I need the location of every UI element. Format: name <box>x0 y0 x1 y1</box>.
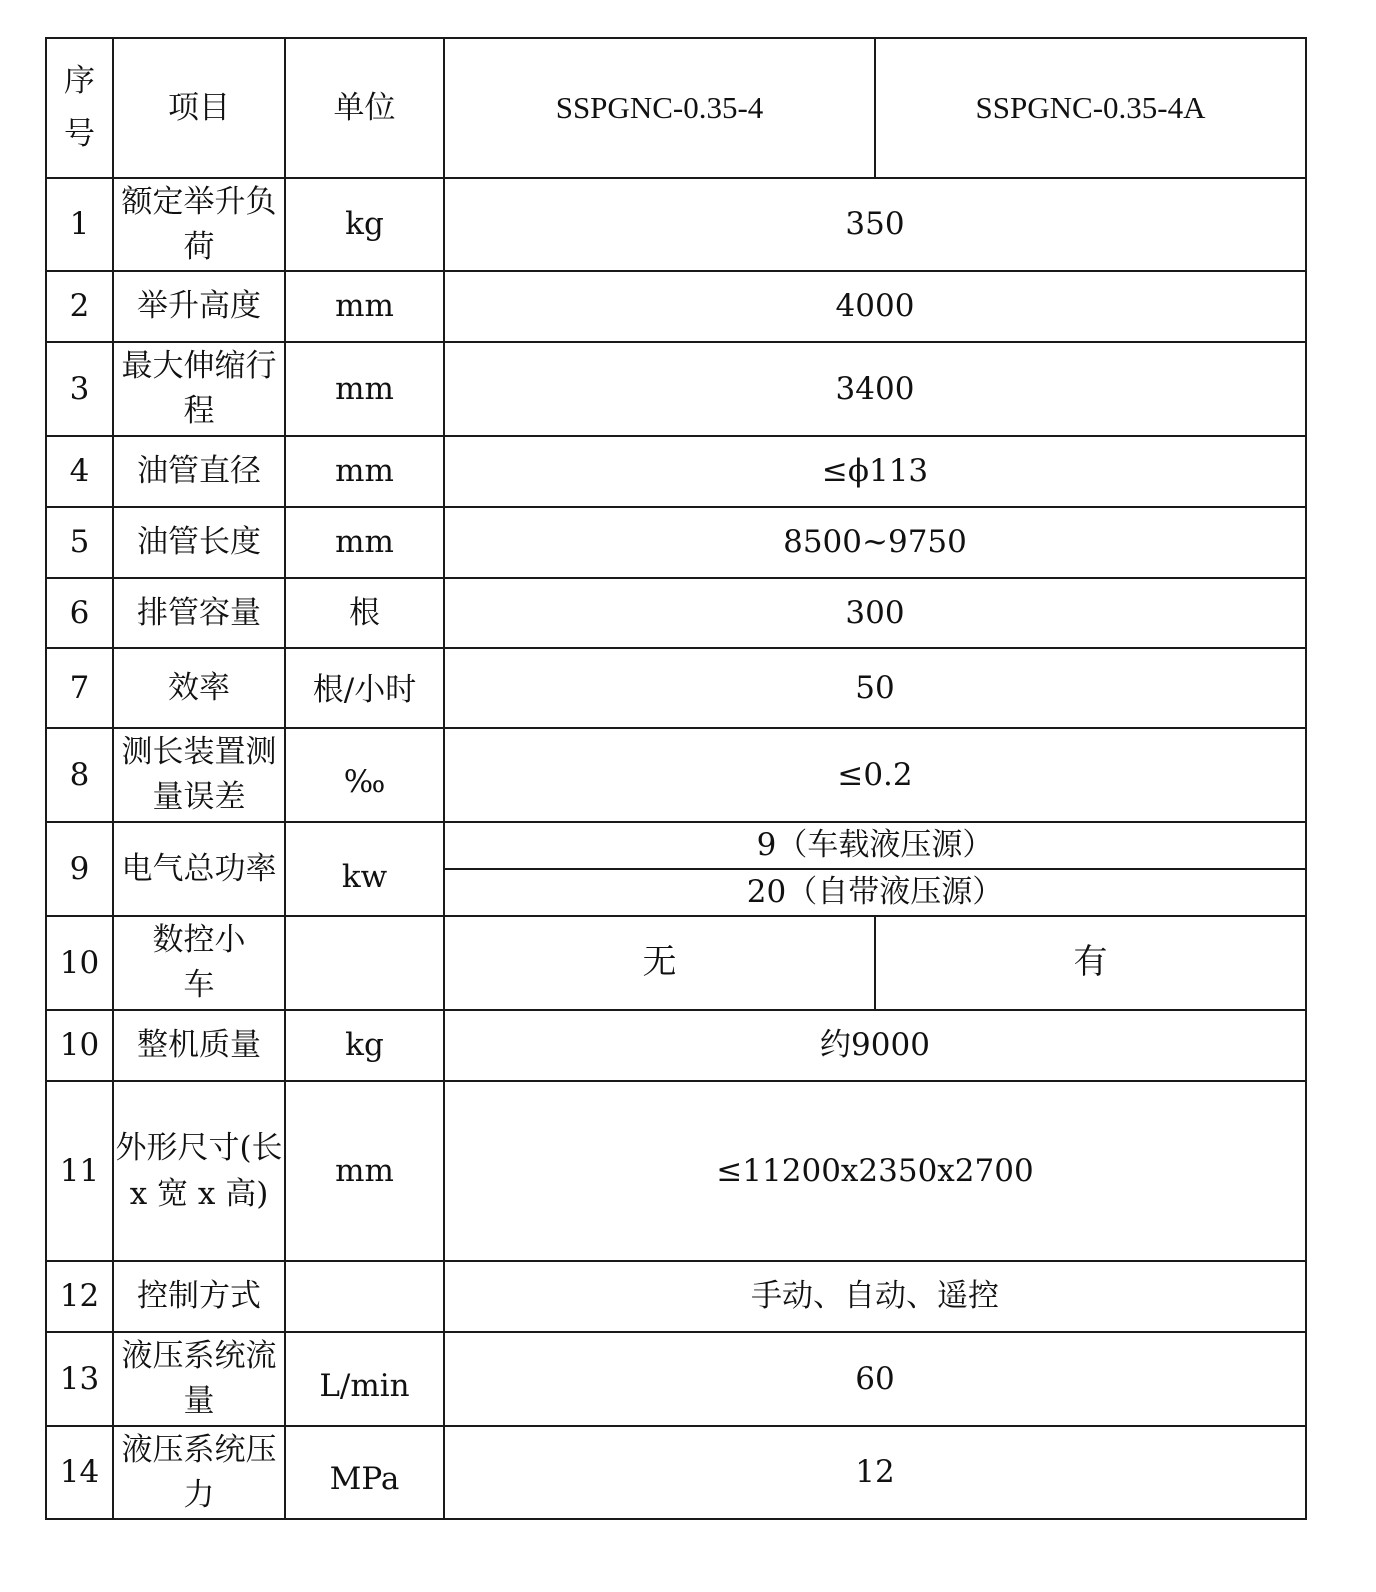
row-item: 效率 <box>113 648 285 728</box>
row-unit: L/min <box>285 1332 444 1426</box>
header-index-label: 序号 <box>64 63 95 152</box>
row-item <box>113 1081 285 1261</box>
table-row <box>46 1261 1306 1332</box>
header-index <box>46 38 113 178</box>
row-unit: mm <box>285 507 444 578</box>
row-unit <box>285 916 444 1010</box>
row-item: 液压系统流量 <box>113 1332 285 1426</box>
row-index: 8 <box>46 728 113 822</box>
row-index: 2 <box>46 271 113 342</box>
row-value: 3400 <box>444 342 1306 436</box>
table-row <box>46 271 1306 342</box>
row-item <box>113 916 285 1010</box>
row-value: 12 <box>444 1426 1306 1519</box>
row-item: 额定举升负荷 <box>113 178 285 271</box>
row-item: 整机质量 <box>113 1010 285 1081</box>
row-unit: mm <box>285 342 444 436</box>
table-row <box>46 1081 1306 1261</box>
row-unit: mm <box>285 271 444 342</box>
header-model-b: SSPGNC-0.35-4A <box>875 38 1306 178</box>
row-value: 350 <box>444 178 1306 271</box>
row-item: 液压系统压力 <box>113 1426 285 1519</box>
table-row <box>46 822 1306 869</box>
row-value: ≤ϕ113 <box>444 436 1306 507</box>
table-row <box>46 1426 1306 1519</box>
row-item: 电气总功率 <box>113 822 285 916</box>
header-row <box>46 38 1306 178</box>
table-row <box>46 728 1306 822</box>
row-unit: MPa <box>285 1426 444 1519</box>
row-value-line2: 20（自带液压源） <box>444 869 1306 916</box>
row-value: 300 <box>444 578 1306 648</box>
row-item-label: 外形尺寸(长 x 宽 x 高) <box>115 1129 283 1212</box>
row-index: 12 <box>46 1261 113 1332</box>
row-index: 9 <box>46 822 113 916</box>
table-row <box>46 1332 1306 1426</box>
row-index: 10 <box>46 916 113 1010</box>
row-unit: mm <box>285 436 444 507</box>
row-item: 控制方式 <box>113 1261 285 1332</box>
row-unit: 根 <box>285 578 444 648</box>
row-value: 约9000 <box>444 1010 1306 1081</box>
row-unit: ‰ <box>285 728 444 822</box>
table-row <box>46 436 1306 507</box>
row-value: 8500~9750 <box>444 507 1306 578</box>
row-unit: 根/小时 <box>285 648 444 728</box>
row-item: 测长装置测量误差 <box>113 728 285 822</box>
header-unit: 单位 <box>285 38 444 178</box>
row-item: 举升高度 <box>113 271 285 342</box>
table-row <box>46 178 1306 271</box>
row-index: 3 <box>46 342 113 436</box>
row-index: 13 <box>46 1332 113 1426</box>
header-item: 项目 <box>113 38 285 178</box>
row-value-b: 有 <box>875 916 1306 1010</box>
row-item: 油管长度 <box>113 507 285 578</box>
row-value-a: 无 <box>444 916 875 1010</box>
row-unit <box>285 1261 444 1332</box>
row-index: 6 <box>46 578 113 648</box>
row-unit: kg <box>285 178 444 271</box>
row-index: 11 <box>46 1081 113 1261</box>
row-index: 10 <box>46 1010 113 1081</box>
table-row <box>46 1010 1306 1081</box>
row-index: 7 <box>46 648 113 728</box>
header-model-a: SSPGNC-0.35-4 <box>444 38 875 178</box>
row-value: 60 <box>444 1332 1306 1426</box>
table-row <box>46 578 1306 648</box>
row-unit: mm <box>285 1081 444 1261</box>
row-index: 14 <box>46 1426 113 1519</box>
spec-table <box>45 37 1307 1520</box>
row-value: ≤0.2 <box>444 728 1306 822</box>
row-unit: kw <box>285 822 444 916</box>
row-item: 排管容量 <box>113 578 285 648</box>
table-row <box>46 342 1306 436</box>
row-item-label: 数控小车 <box>152 922 246 1003</box>
row-item: 油管直径 <box>113 436 285 507</box>
row-index: 4 <box>46 436 113 507</box>
row-index: 5 <box>46 507 113 578</box>
row-value: ≤11200x2350x2700 <box>444 1081 1306 1261</box>
table-row <box>46 648 1306 728</box>
row-value: 手动、自动、遥控 <box>444 1261 1306 1332</box>
row-value: 4000 <box>444 271 1306 342</box>
row-item: 最大伸缩行程 <box>113 342 285 436</box>
row-value: 50 <box>444 648 1306 728</box>
row-index: 1 <box>46 178 113 271</box>
table-row <box>46 507 1306 578</box>
row-value-line1: 9（车载液压源） <box>444 822 1306 869</box>
table-row <box>46 916 1306 1010</box>
row-unit: kg <box>285 1010 444 1081</box>
